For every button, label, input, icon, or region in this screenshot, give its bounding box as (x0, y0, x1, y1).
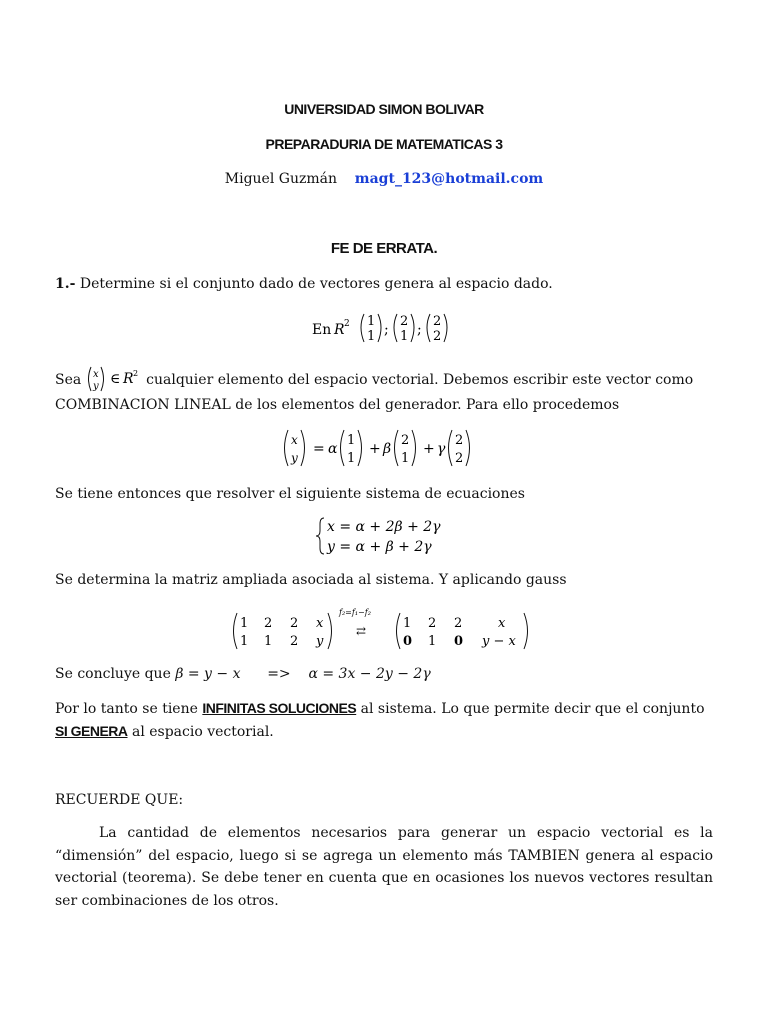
svg-text:2: 2 (455, 433, 464, 448)
si-genera-emphasis: SI GENERA (55, 723, 128, 739)
svg-text:2: 2 (400, 314, 409, 329)
sea-line (55, 366, 693, 392)
svg-text:y: y (316, 634, 324, 649)
conclusion-line (55, 666, 431, 682)
svg-text:0: 0 (403, 634, 413, 649)
arrow-icon: ⇄ (356, 624, 367, 638)
note-heading: RECUERDE QUE: (55, 792, 184, 808)
equation-1: x = α + 2β + 2γ (327, 519, 441, 535)
svg-text:2: 2 (454, 616, 463, 631)
svg-text:+: + (423, 441, 435, 457)
svg-text:1: 1 (367, 314, 376, 329)
svg-text:2: 2 (428, 616, 437, 631)
svg-text:y: y (92, 381, 99, 392)
svg-text:x: x (291, 433, 298, 447)
combination-line: COMBINACION LINEAL de los elementos del generador. Para ello procedemos (55, 397, 620, 413)
svg-text:x: x (316, 616, 324, 631)
vector-set-formula (300, 306, 470, 348)
svg-text:2: 2 (132, 369, 138, 378)
problem-number: 1.- (55, 276, 76, 292)
svg-text:∈: ∈ (109, 371, 121, 387)
course-name: PREPARADURIA DE MATEMATICAS 3 (265, 136, 503, 152)
svg-text:;: ; (384, 322, 389, 338)
vector-3 (427, 314, 447, 344)
system-intro: Se tiene entonces que resolver el siguiente sistema de ecuaciones (55, 486, 525, 502)
svg-text:0: 0 (454, 634, 464, 649)
infinite-solutions-emphasis: INFINITAS SOLUCIONES (202, 700, 357, 716)
svg-text:2: 2 (433, 329, 442, 344)
svg-text:+: + (369, 441, 381, 457)
space-symbol: R (334, 322, 345, 338)
svg-text:α: α (328, 441, 338, 457)
svg-text:1: 1 (264, 634, 273, 649)
genera-suffix: al espacio vectorial. (131, 724, 274, 740)
result-prefix: Por lo tanto se tiene (55, 701, 198, 717)
genera-line (55, 723, 274, 740)
svg-text:1: 1 (347, 451, 356, 466)
equation-2: y = α + β + 2γ (327, 539, 432, 555)
en-label: En (312, 322, 332, 338)
svg-text:1: 1 (347, 433, 356, 448)
svg-text:R: R (122, 371, 134, 387)
svg-text:2: 2 (290, 634, 299, 649)
svg-text:1: 1 (401, 451, 410, 466)
svg-text:1: 1 (400, 329, 409, 344)
row-operation: f₂=f₁−f₂ (339, 608, 371, 617)
svg-text:β: β (383, 441, 392, 457)
university-name: UNIVERSIDAD SIMON BOLIVAR (284, 101, 484, 117)
linear-combination-formula (280, 426, 490, 470)
svg-text:x: x (498, 616, 506, 631)
svg-text:x: x (92, 369, 99, 380)
space-exponent: 2 (344, 319, 350, 329)
result-line (55, 700, 705, 717)
svg-text:2: 2 (264, 616, 273, 631)
conclude-prefix: Se concluye que (55, 666, 171, 682)
alpha-equation: α = 3x − 2y − 2γ (308, 666, 431, 682)
problem-statement (55, 276, 553, 292)
author-name: Miguel Guzmán (224, 171, 337, 187)
svg-text:y: y (291, 451, 298, 465)
svg-text:2: 2 (290, 616, 299, 631)
vector-2 (394, 314, 414, 344)
svg-text:1: 1 (367, 329, 376, 344)
note-paragraph: La cantidad de elementos necesarios para generar un espacio vectorial es la “dimensión” del espacio, luego si se agrega un elemento más TAMBIEN genera al espacio vectorial (teorema). Se debe tener en cuenta que en ocasiones los nuevos vectores resultan ser combinaciones de los otros. (55, 825, 713, 909)
svg-text:1: 1 (240, 634, 249, 649)
svg-text:2: 2 (401, 433, 410, 448)
svg-text:γ: γ (437, 441, 446, 457)
svg-text:2: 2 (433, 314, 442, 329)
problem-text: Determine si el conjunto dado de vectores genera al espacio dado. (79, 276, 553, 292)
svg-text:1: 1 (403, 616, 412, 631)
sea-rest: cualquier elemento del espacio vectorial. Debemos escribir este vector como (146, 372, 694, 388)
gauss-intro: Se determina la matriz ampliada asociada al sistema. Y aplicando gauss (55, 572, 567, 588)
svg-text:y − x: y − x (482, 634, 516, 649)
author-email-link[interactable]: magt_123@hotmail.com (354, 171, 544, 187)
svg-text:=: = (313, 441, 325, 457)
implies-arrow: => (267, 666, 291, 682)
result-suffix: al sistema. Lo que permite decir que el conjunto (360, 701, 705, 717)
augmented-matrix-reduction (228, 603, 538, 651)
svg-text:1: 1 (428, 634, 437, 649)
doc-title: FE DE ERRATA. (330, 240, 438, 257)
author-line (0, 171, 768, 187)
svg-text:;: ; (417, 322, 422, 338)
vector-1 (361, 314, 381, 344)
svg-text:2: 2 (455, 451, 464, 466)
equation-system (316, 515, 456, 557)
sea-word: Sea (55, 372, 82, 388)
svg-text:1: 1 (240, 616, 249, 631)
beta-equation: β = y − x (175, 666, 241, 682)
generic-vector (86, 366, 142, 392)
